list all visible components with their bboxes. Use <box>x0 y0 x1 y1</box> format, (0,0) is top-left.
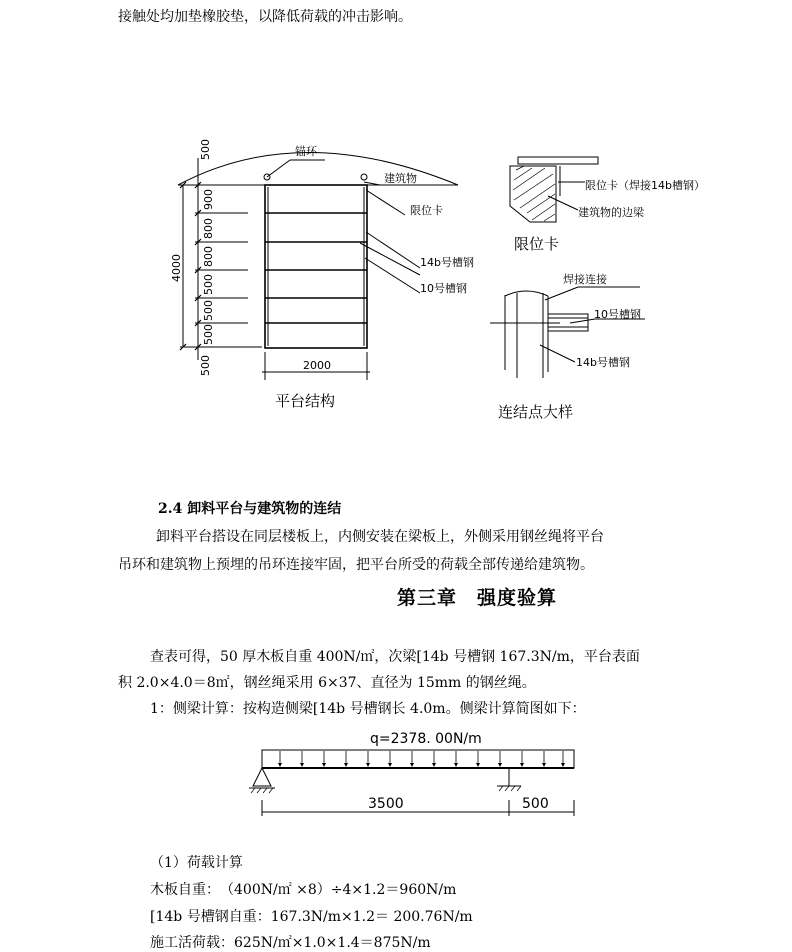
span-label: 3500 <box>368 796 404 812</box>
platform-structure-figure <box>178 153 458 381</box>
caption-stop-card: 限位卡 <box>514 235 560 253</box>
load-calc-line: 施工活荷载：625N/㎡×1.0×1.4＝875N/m <box>150 935 431 951</box>
dim-segment: 900 <box>202 189 215 210</box>
label-joint-channel-10: 10号槽钢 <box>594 308 641 321</box>
section-paragraph-line: 卸料平台搭设在同层楼板上，内侧安装在梁板上，外侧采用钢丝绳将平台 <box>156 529 604 545</box>
dim-segment: 800 <box>202 218 215 239</box>
chapter-title: 第三章 强度验算 <box>397 587 558 609</box>
label-channel-10: 10号槽钢 <box>420 282 467 295</box>
load-calc-heading: （1）荷载计算 <box>150 855 243 871</box>
section-paragraph-line: 吊环和建筑物上预埋的吊环连接牢固，把平台所受的荷载全部传递给建筑物。 <box>118 557 594 573</box>
dim-top: 500 <box>199 139 212 160</box>
section-title: 2.4 卸料平台与建筑物的连结 <box>158 501 342 517</box>
load-label: q=2378. 00N/m <box>370 731 482 747</box>
dim-total: 4000 <box>170 254 183 282</box>
dim-width: 2000 <box>303 359 331 372</box>
intro-line: 查表可得，50 厚木板自重 400N/㎡，次梁[14b 号槽钢 167.3N/m，平台表面 <box>150 649 640 665</box>
dim-segment: 500 <box>202 274 215 295</box>
label-edge-beam: 建筑物的边梁 <box>578 206 644 219</box>
caption-platform-structure: 平台结构 <box>275 392 336 410</box>
label-building: 建筑物 <box>384 172 417 185</box>
load-calc-line: [14b 号槽钢自重：167.3N/m×1.2＝ 200.76N/m <box>150 909 473 925</box>
overhang-label: 500 <box>522 796 549 812</box>
top-paragraph-line: 接触处均加垫橡胶垫，以降低荷载的冲击影响。 <box>118 9 412 25</box>
label-channel-14b: 14b号槽钢 <box>420 256 474 269</box>
beam-diagram <box>0 720 792 820</box>
dim-segment: 500 <box>202 300 215 321</box>
label-joint-channel-14b: 14b号槽钢 <box>576 356 630 369</box>
intro-line: 1：侧梁计算：按构造侧梁[14b 号槽钢长 4.0m。侧梁计算简图如下： <box>150 701 586 717</box>
load-arrows <box>280 751 563 764</box>
dim-bottom: 500 <box>199 355 212 376</box>
load-calc-line: 木板自重： （400N/㎡ ×8）÷4×1.2＝960N/m <box>150 882 457 898</box>
dim-segment: 500 <box>202 324 215 345</box>
label-weld-connection: 焊接连接 <box>563 273 607 286</box>
structure-figures <box>0 130 792 430</box>
label-stop-card-weld: 限位卡（焊接14b槽钢） <box>585 179 705 192</box>
dim-segment: 800 <box>202 246 215 267</box>
intro-line: 积 2.0×4.0＝8㎡，钢丝绳采用 6×37、直径为 15mm 的钢丝绳。 <box>118 675 536 691</box>
label-anchor-ring: 锚环 <box>295 145 317 158</box>
caption-joint-detail: 连结点大样 <box>498 403 574 421</box>
label-stop-card: 限位卡 <box>410 204 443 217</box>
